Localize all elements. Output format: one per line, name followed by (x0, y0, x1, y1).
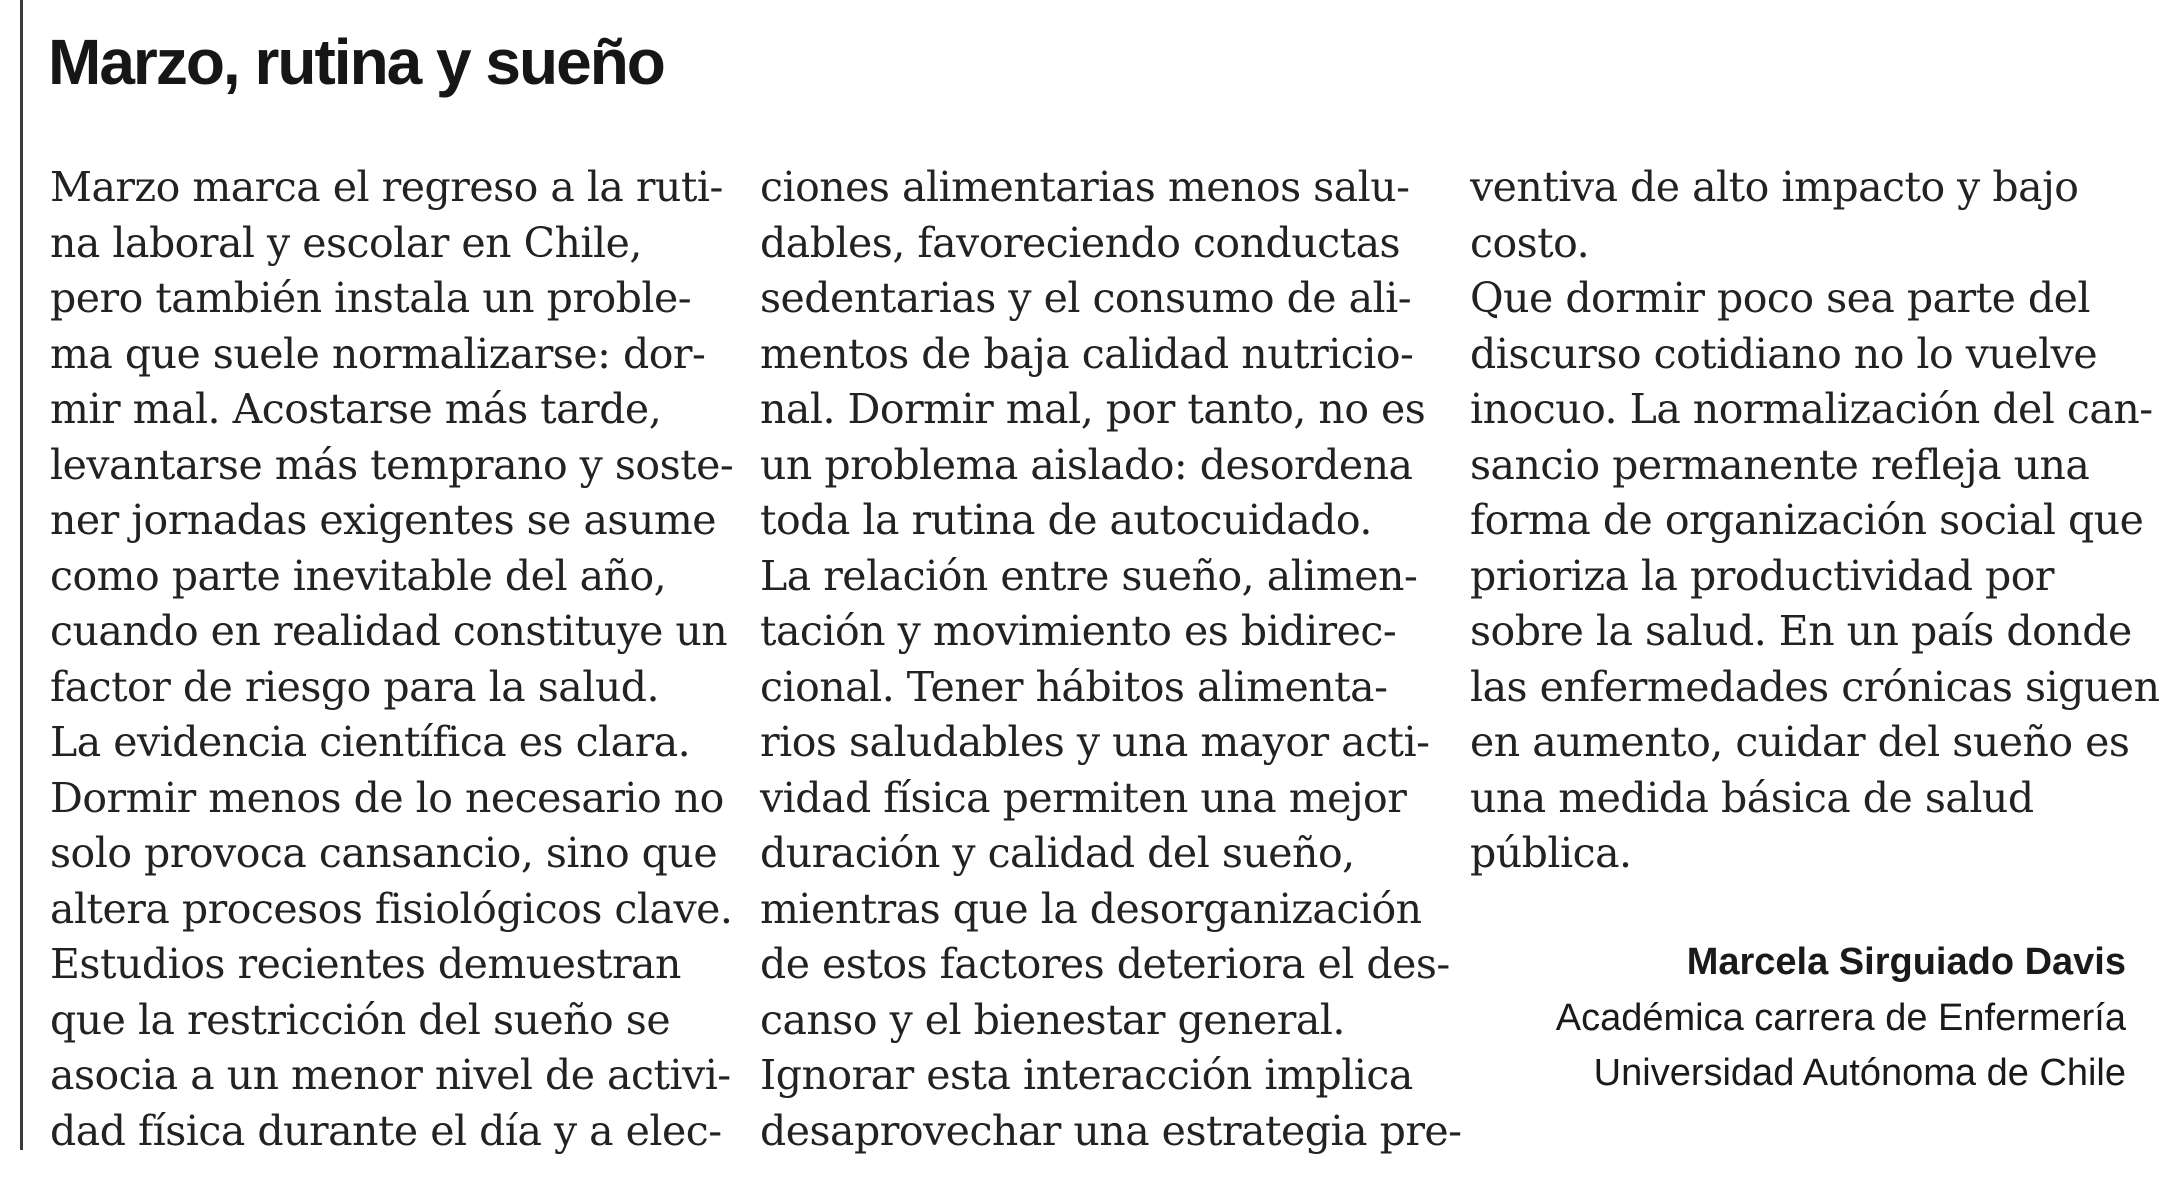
author-name: Marcela Sirguiado Davis (1686, 941, 2126, 983)
column-divider-rule (20, 0, 23, 1150)
text-line: una medida básica de salud (1470, 773, 2034, 822)
text-line: las enfermedades crónicas siguen (1470, 662, 2160, 711)
text-line: pública. (1470, 829, 1632, 877)
text-line: mientras que la desorganización (760, 884, 1422, 933)
text-line: mentos de baja calidad nutricio- (760, 329, 1414, 378)
article-column-3 (1470, 160, 2160, 882)
text-line: en aumento, cuidar del sueño es (1470, 718, 2130, 766)
text-line: sancio permanente refleja una (1470, 440, 2090, 489)
text-line: duración y calidad del sueño, (760, 829, 1355, 877)
text-line: solo provoca cansancio, sino que (50, 829, 718, 877)
text-line: pero también instala un proble- (50, 274, 692, 322)
text-line: asocia a un menor nivel de activi- (50, 1051, 731, 1099)
text-line: ma que suele normalizarse: dor- (50, 329, 706, 378)
text-line: cional. Tener hábitos alimenta- (760, 662, 1388, 711)
text-line: forma de organización social que (1470, 496, 2144, 544)
text-line: cuando en realidad constituye un (50, 607, 728, 655)
text-line: un problema aislado: desordena (760, 440, 1413, 489)
text-line: prioriza la productividad por (1470, 551, 2055, 600)
text-line: sobre la salud. En un país donde (1470, 607, 2132, 655)
author-institution: Universidad Autónoma de Chile (1593, 1052, 2126, 1094)
text-line: vidad física permiten una mejor (760, 773, 1407, 822)
text-line: costo. (1470, 218, 1590, 267)
text-line: dables, favoreciendo conductas (760, 218, 1401, 267)
text-line: de estos factores deteriora el des- (760, 940, 1450, 988)
text-line: desaprovechar una estrategia pre- (760, 1106, 1462, 1155)
text-line: levantarse más temprano y soste- (50, 440, 734, 489)
author-role: Académica carrera de Enfermería (1555, 996, 2126, 1039)
text-line: tación y movimiento es bidirec- (760, 607, 1397, 655)
text-line: mir mal. Acostarse más tarde, (50, 385, 662, 433)
text-line: toda la rutina de autocuidado. (760, 496, 1372, 544)
text-line: dad física durante el día y a elec- (50, 1106, 722, 1155)
text-line: ciones alimentarias menos salu- (760, 163, 1410, 211)
text-line: como parte inevitable del año, (50, 551, 667, 600)
text-line: ventiva de alto impacto y bajo (1470, 163, 2079, 211)
article-column-2 (760, 160, 1462, 1159)
text-line: La relación entre sueño, alimen- (760, 551, 1418, 600)
text-line: que la restricción del sueño se (50, 995, 671, 1044)
text-line: canso y el bienestar general. (760, 995, 1345, 1044)
text-line: Que dormir poco sea parte del (1470, 274, 2091, 322)
article-column-1 (50, 160, 740, 1159)
article-title: Marzo, rutina y sueño (48, 26, 664, 98)
text-line: nal. Dormir mal, por tanto, no es (760, 385, 1426, 433)
text-line: rios saludables y una mayor acti- (760, 718, 1430, 766)
text-line: altera procesos fisiológicos clave. (50, 884, 733, 933)
text-line: Ignorar esta interacción implica (760, 1051, 1413, 1099)
text-line: sedentarias y el consumo de ali- (760, 274, 1412, 322)
text-line: na laboral y escolar en Chile, (50, 218, 642, 267)
text-line: Estudios recientes demuestran (50, 940, 681, 988)
author-signature (1556, 935, 2126, 1102)
text-line: discurso cotidiano no lo vuelve (1470, 329, 2098, 378)
text-line: ner jornadas exigentes se asume (50, 496, 717, 544)
text-line: inocuo. La normalización del can- (1470, 385, 2153, 433)
text-line: La evidencia científica es clara. (50, 718, 691, 766)
text-line: factor de riesgo para la salud. (50, 662, 660, 711)
text-line: Marzo marca el regreso a la ruti- (50, 163, 723, 211)
text-line: Dormir menos de lo necesario no (50, 773, 724, 822)
